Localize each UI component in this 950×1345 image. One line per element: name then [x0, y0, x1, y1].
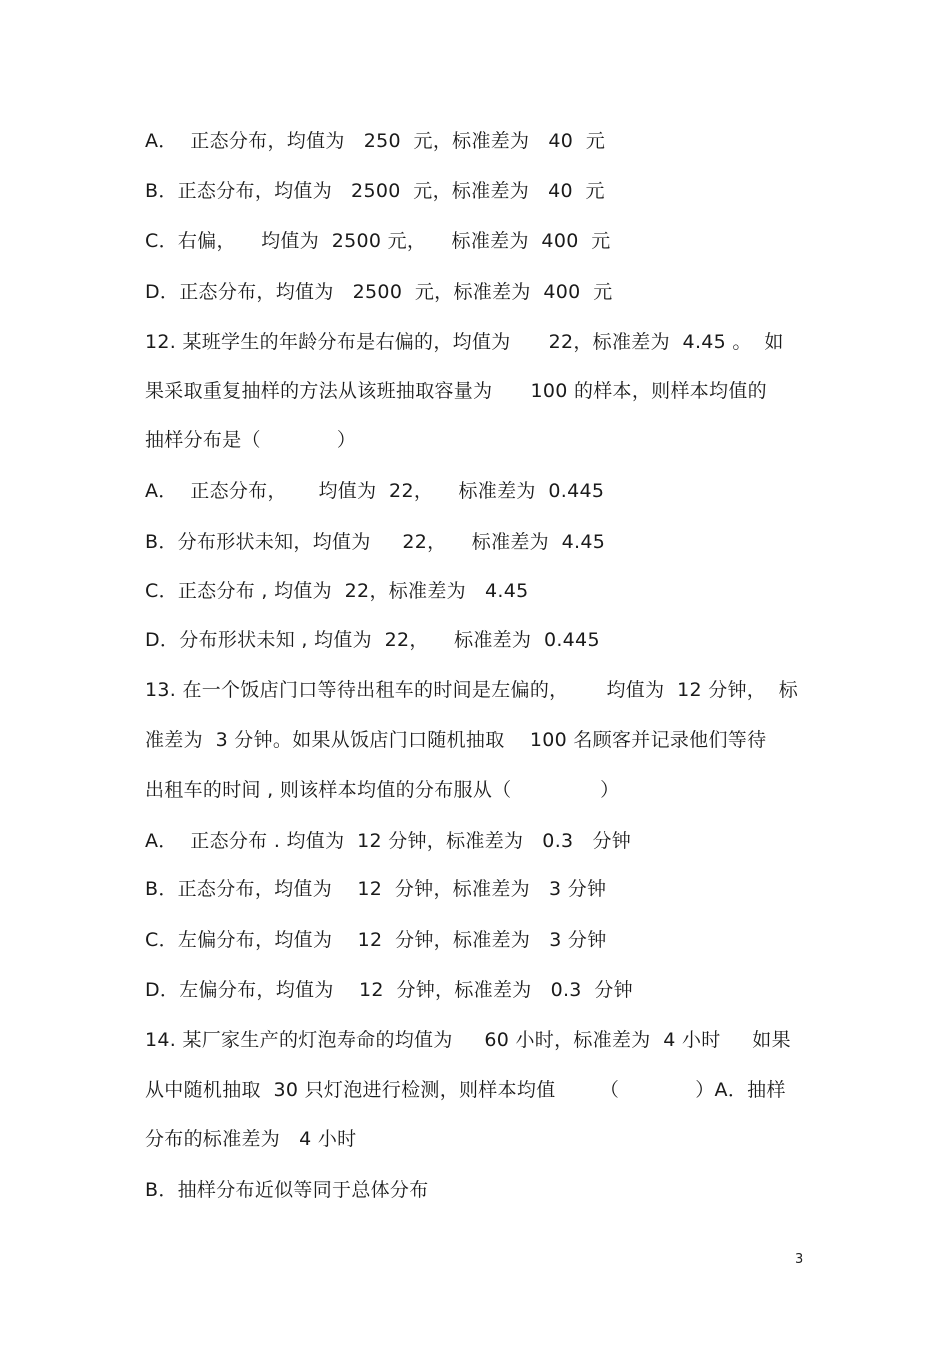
option-d-q11: D．正态分布，均值为 2500 元，标准差为 400 元 [145, 281, 613, 303]
option-b-q13: B．正态分布，均值为 12 分钟，标准差为 3 分钟 [145, 878, 607, 900]
option-c-q13: C．左偏分布，均值为 12 分钟，标准差为 3 分钟 [145, 929, 607, 951]
question-12-line-3: 抽样分布是（ ） [145, 429, 357, 451]
option-a-q11: A． 正态分布，均值为 250 元，标准差为 40 元 [145, 130, 606, 152]
option-a-q13: A． 正态分布 . 均值为 12 分钟，标准差为 0.3 分钟 [145, 830, 632, 852]
question-12-line-1: 12. 某班学生的年龄分布是右偏的，均值为 22，标准差为 4.45 。 如 [145, 331, 784, 353]
option-c-q12: C．正态分布 , 均值为 22，标准差为 4.45 [145, 580, 529, 602]
option-b-q14: B．抽样分布近似等同于总体分布 [145, 1179, 429, 1201]
question-13-line-2: 准差为 3 分钟。如果从饭店门口随机抽取 100 名顾客并记录他们等待 [145, 729, 767, 751]
option-c-q11: C．右偏， 均值为 2500 元， 标准差为 400 元 [145, 230, 611, 252]
question-13-line-1: 13. 在一个饭店门口等待出租车的时间是左偏的， 均值为 12 分钟， 标 [145, 679, 799, 701]
option-b-q12: B．分布形状未知，均值为 22， 标准差为 4.45 [145, 531, 606, 553]
option-d-q13: D．左偏分布，均值为 12 分钟，标准差为 0.3 分钟 [145, 979, 633, 1001]
question-12-line-2: 果采取重复抽样的方法从该班抽取容量为 100 的样本，则样本均值的 [145, 380, 767, 402]
option-d-q12: D．分布形状未知 , 均值为 22， 标准差为 0.445 [145, 629, 600, 651]
question-14-line-1: 14. 某厂家生产的灯泡寿命的均值为 60 小时，标准差为 4 小时 如果 [145, 1029, 791, 1051]
question-13-line-3: 出租车的时间 , 则该样本均值的分布服从（ ） [145, 779, 620, 801]
question-14-line-2: 从中随机抽取 30 只灯泡进行检测，则样本均值 （ ）A．抽样 [145, 1079, 786, 1101]
page-number: 3 [795, 1252, 804, 1267]
question-14-line-3: 分布的标准差为 4 小时 [145, 1128, 357, 1150]
option-b-q11: B．正态分布，均值为 2500 元，标准差为 40 元 [145, 180, 605, 202]
option-a-q12: A． 正态分布， 均值为 22， 标准差为 0.445 [145, 480, 605, 502]
